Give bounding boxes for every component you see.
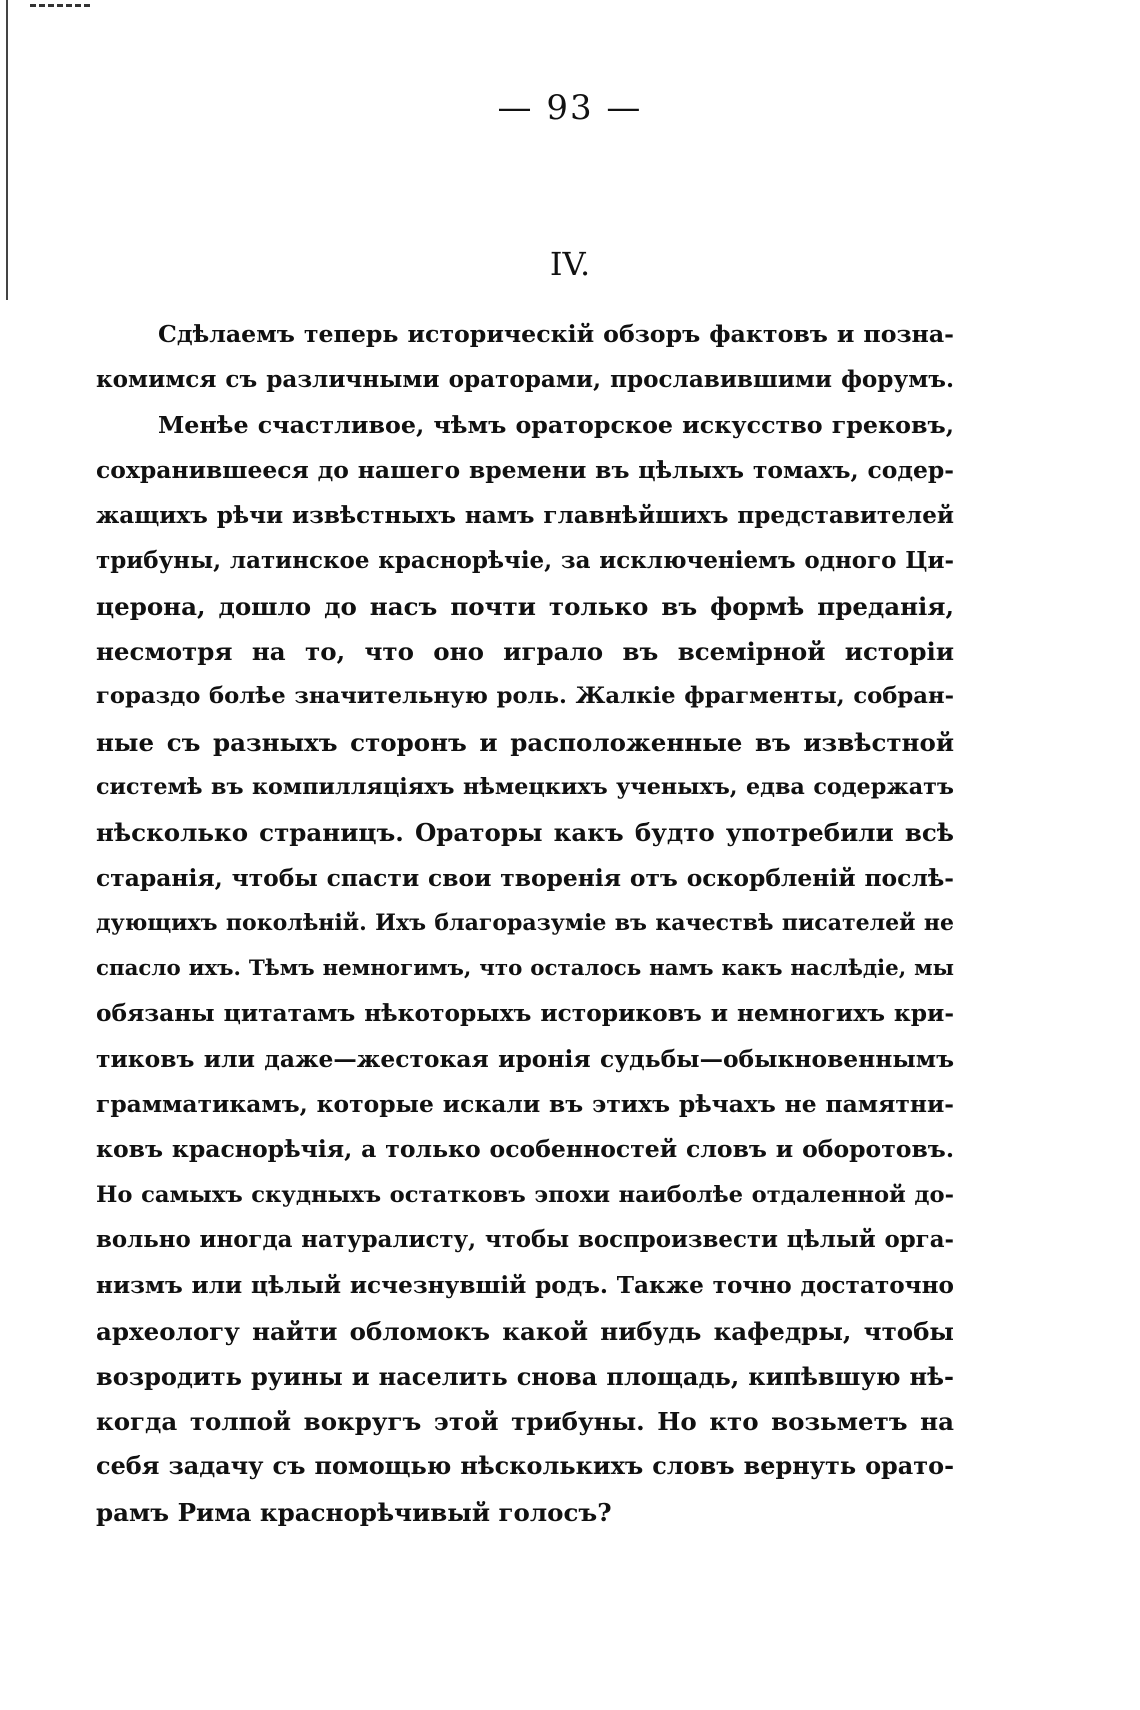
text-line: Менѣе счастливое, чѣмъ ораторское искусство грековъ, — [158, 410, 954, 439]
text-line: Но самыхъ скудныхъ остатковъ эпохи наиболѣе отдаленной до- — [96, 1181, 954, 1208]
text-line: обязаны цитатамъ нѣкоторыхъ историковъ и немногихъ кри- — [96, 1000, 954, 1028]
text-line: системѣ въ компилляціяхъ нѣмецкихъ ученыхъ, едва содержатъ — [96, 773, 954, 800]
section-heading: IV. — [549, 245, 591, 283]
text-line: рамъ Рима краснорѣчивый голосъ? — [96, 1497, 612, 1527]
text-line: дующихъ поколѣній. Ихъ благоразуміе въ качествѣ писателей не — [96, 909, 954, 936]
text-line: тиковъ или даже—жестокая иронія судьбы—обыкновеннымъ — [96, 1044, 954, 1073]
text-line: нѣсколько страницъ. Ораторы какъ будто употребили всѣ — [96, 818, 954, 848]
page-number: — 93 — — [497, 88, 643, 128]
text-line: Сдѣлаемъ теперь историческій обзоръ фактовъ и позна- — [158, 320, 954, 348]
text-line: грамматикамъ, которые искали въ этихъ рѣчахъ не памятни- — [96, 1090, 954, 1119]
text-line: гораздо болѣе значительную роль. Жалкіе фрагменты, собран- — [96, 683, 954, 710]
text-line: жащихъ рѣчи извѣстныхъ намъ главнѣйшихъ представителей — [96, 502, 954, 530]
text-line: низмъ или цѣлый исчезнувшій родъ. Также точно достаточно — [96, 1272, 954, 1300]
body-text — [96, 312, 954, 1535]
text-line: ные съ разныхъ сторонъ и расположенные въ извѣстной — [96, 727, 954, 757]
text-line: несмотря на то, что оно играло въ всемірной исторіи — [96, 637, 954, 667]
text-line: когда толпой вокругъ этой трибуны. Но кто возьметъ на — [96, 1407, 954, 1437]
text-line: трибуны, латинское краснорѣчіе, за исключеніемъ одного Ци- — [96, 547, 954, 575]
text-line: возродить руины и населить снова площадь, кипѣвшую нѣ- — [96, 1361, 954, 1391]
text-line: сохранившееся до нашего времени въ цѣлыхъ томахъ, содер- — [96, 455, 954, 484]
text-line: вольно иногда натуралисту, чтобы воспроизвести цѣлый орга- — [96, 1226, 954, 1253]
text-line: спасло ихъ. Тѣмъ немногимъ, что осталось намъ какъ наслѣдіе, мы — [96, 956, 954, 982]
text-line: археологу найти обломокъ какой нибудь кафедры, чтобы — [96, 1316, 954, 1346]
scan-top-mark — [30, 4, 90, 15]
text-line: ковъ краснорѣчія, а только особенностей словъ и оборотовъ. — [96, 1135, 954, 1164]
text-line: себя задачу съ помощью нѣсколькихъ словъ вернуть орато- — [96, 1452, 954, 1481]
text-line: старанія, чтобы спасти свои творенія отъ оскорбленій послѣ- — [96, 863, 954, 892]
text-line: церона, дошло до насъ почти только въ формѣ преданія, — [96, 591, 954, 621]
text-line: комимся съ различными ораторами, прославившими форумъ. — [96, 366, 954, 394]
